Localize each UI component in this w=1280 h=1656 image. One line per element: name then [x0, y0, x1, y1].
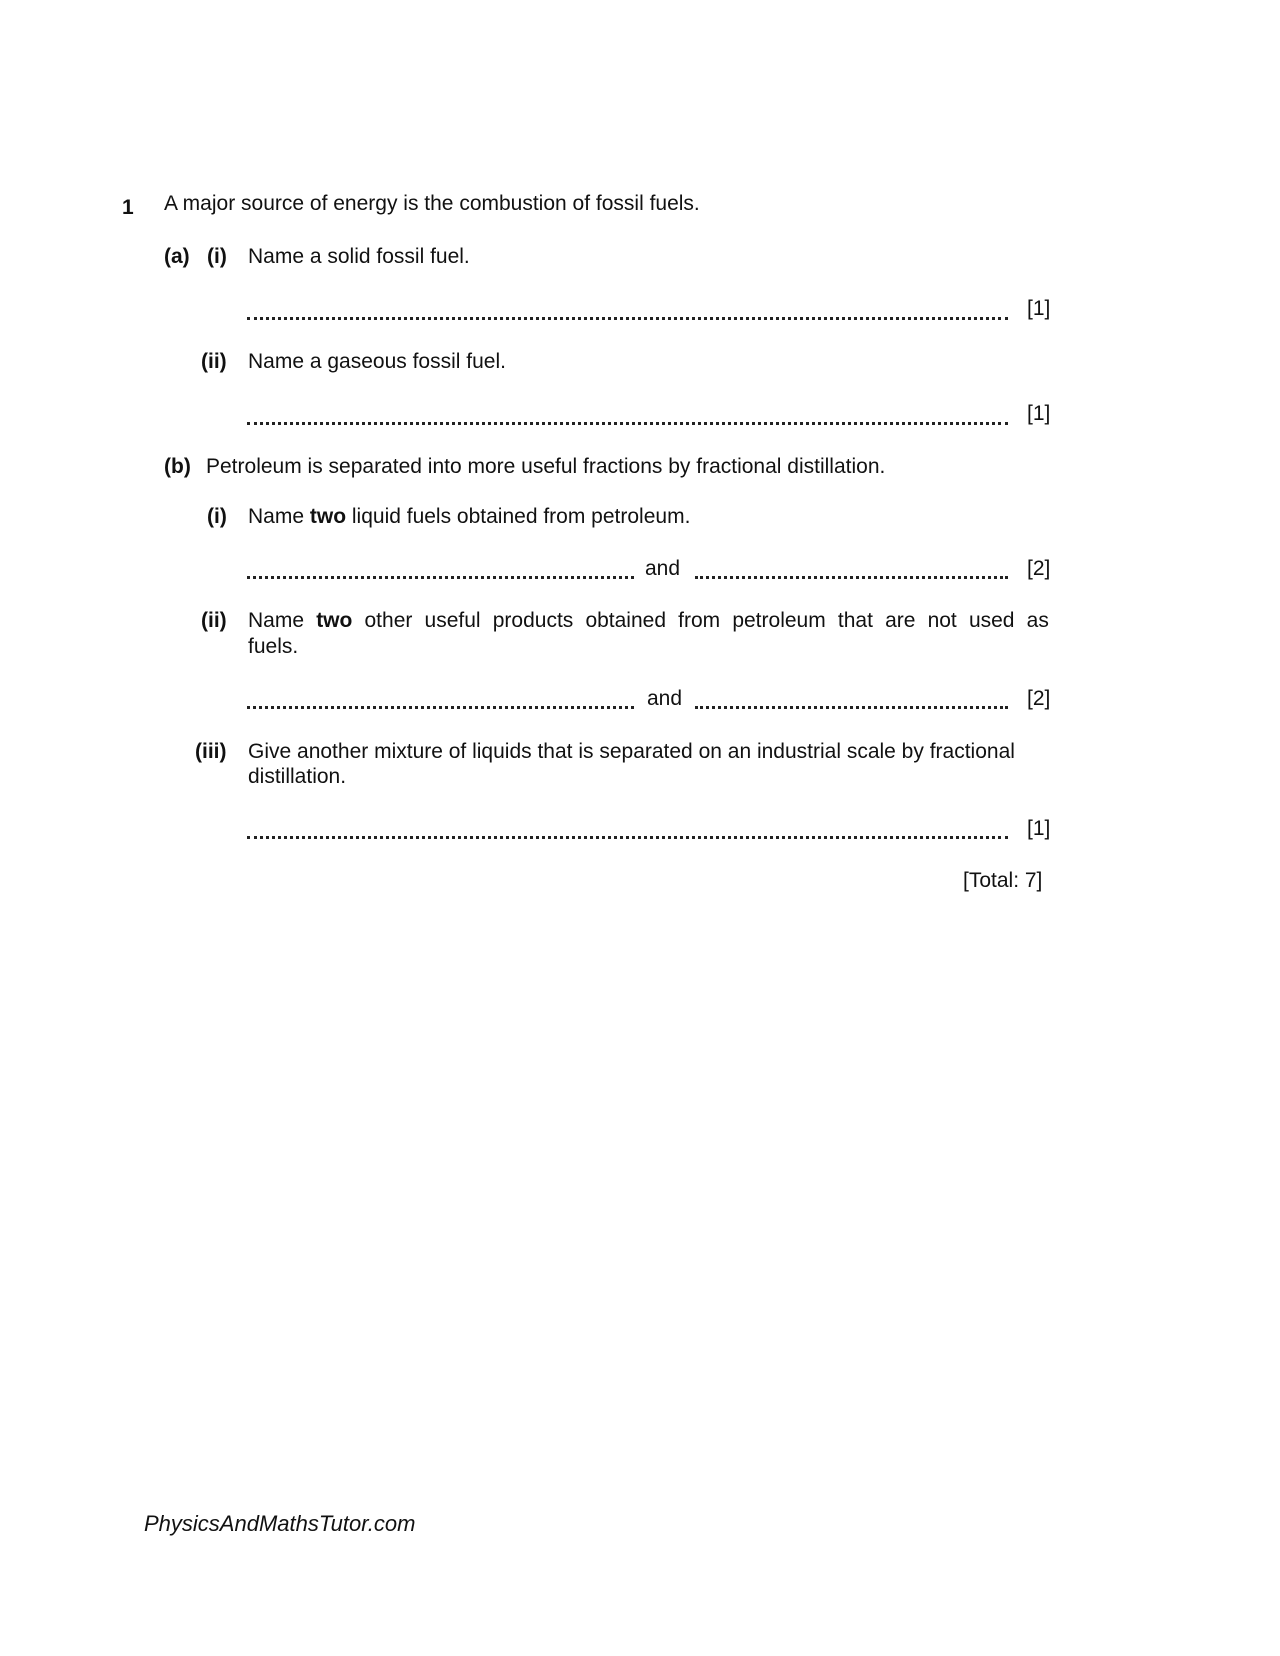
question-intro: A major source of energy is the combustion of fossil fuels. [164, 192, 700, 215]
part-b-iii-label: (iii) [195, 740, 227, 763]
part-b-ii-answer-line-2[interactable] [695, 706, 1008, 709]
part-b-ii-connector: and [647, 687, 683, 710]
question-number: 1 [122, 196, 134, 219]
part-b-ii-word: useful [424, 609, 481, 632]
part-b-iii-answer-line[interactable] [247, 836, 1008, 839]
part-a-i-answer-line[interactable] [247, 317, 1008, 320]
part-b-i-label: (i) [207, 505, 227, 528]
part-b-label: (b) [164, 455, 191, 478]
part-b-iii-question-line-2: distillation. [248, 765, 347, 788]
part-b-i-answer-line-1[interactable] [247, 576, 634, 579]
part-b-i-connector: and [645, 557, 681, 580]
part-b-ii-question-line-2: fuels. [248, 635, 299, 658]
part-b-ii-word: Name [248, 609, 305, 632]
total-marks: [Total: 7] [963, 869, 1043, 892]
part-b-ii-word: obtained [585, 609, 667, 632]
part-b-statement: Petroleum is separated into more useful fractions by fractional distillation. [206, 455, 886, 478]
part-a-ii-answer-line[interactable] [247, 422, 1008, 425]
part-b-i-text-after: liquid fuels obtained from petroleum. [351, 505, 691, 528]
part-a-ii-marks: [1] [1027, 402, 1051, 425]
part-b-ii-word: petroleum [732, 609, 826, 632]
part-b-ii-word: other [364, 609, 413, 632]
part-b-i-text-before: Name [248, 505, 305, 528]
part-a-ii-label: (ii) [201, 350, 227, 373]
part-b-ii-word: not [927, 609, 957, 632]
part-b-ii-question-line-1 [248, 610, 1049, 631]
footer-watermark: PhysicsAndMathsTutor.com [144, 1511, 416, 1536]
part-b-i-marks: [2] [1027, 557, 1051, 580]
part-a-ii-question: Name a gaseous fossil fuel. [248, 350, 506, 373]
part-b-ii-word: that [837, 609, 873, 632]
part-b-ii-word: as [1026, 609, 1049, 632]
part-b-ii-word: products [492, 609, 574, 632]
part-b-i-question [248, 506, 690, 527]
part-a-i-marks: [1] [1027, 297, 1051, 320]
part-a-label: (a) [164, 245, 190, 268]
part-b-i-text-bold: two [309, 505, 347, 528]
part-b-ii-word: used [968, 609, 1015, 632]
part-b-ii-word: are [885, 609, 916, 632]
part-b-iii-question-line-1: Give another mixture of liquids that is separated on an industrial scale by fractional [248, 740, 1015, 763]
part-b-ii-word: from [678, 609, 721, 632]
part-b-ii-word-bold: two [316, 609, 353, 632]
part-a-i-label: (i) [207, 245, 227, 268]
part-b-iii-marks: [1] [1027, 817, 1051, 840]
part-b-i-answer-line-2[interactable] [695, 576, 1008, 579]
part-b-ii-answer-line-1[interactable] [247, 706, 634, 709]
part-a-i-question: Name a solid fossil fuel. [248, 245, 470, 268]
part-b-ii-label: (ii) [201, 609, 227, 632]
part-b-ii-marks: [2] [1027, 687, 1051, 710]
